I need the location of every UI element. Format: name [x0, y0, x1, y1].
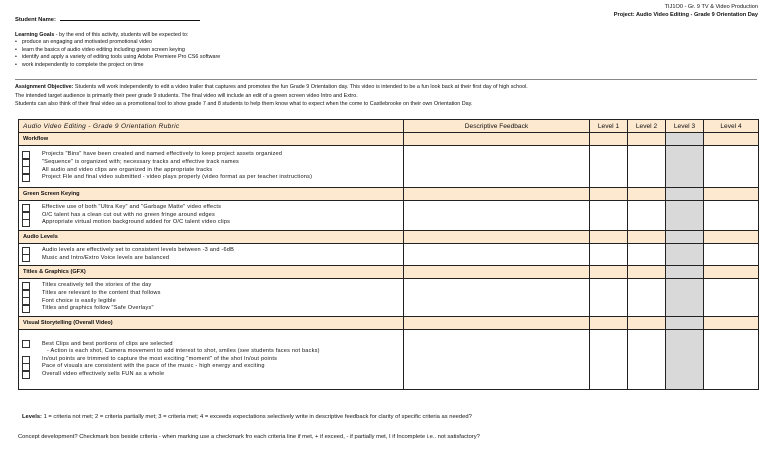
section-level-1-cell — [590, 317, 628, 330]
objective-line-3: Students can also think of their final video as a promotional tool to show grade 7 and 8 students to help them know what to expect when the come to Castlebrooke on their own Orientation Day. — [15, 101, 473, 108]
objective-title: Assignment Objective: — [15, 84, 74, 90]
criterion-text: Overall video effectively sells FUN as a whole — [42, 370, 165, 377]
level-1-cell[interactable] — [590, 201, 628, 231]
criterion-text: Appropriate virtual motion background added for O/C talent video clips — [42, 219, 231, 226]
level-2-cell[interactable] — [628, 146, 666, 188]
rubric-header-row — [19, 120, 759, 133]
level-3-cell[interactable] — [666, 201, 704, 231]
divider — [15, 79, 757, 80]
section-level-1-cell — [590, 231, 628, 244]
learning-goals-list — [15, 39, 220, 69]
section-level-4-cell — [704, 231, 759, 244]
objective-line-1: Students will work independently to edit a video trailer that captures and promotes the fun Grade 9 Orientation day. This video is intended to be a fun look back at their first day of high school. — [73, 84, 528, 90]
criterion-line — [19, 282, 403, 290]
section-title: Visual Storytelling (Overall Video) — [19, 317, 404, 330]
rubric-section-header — [19, 231, 759, 244]
project-title: Project: Audio Video Editing - Grade 9 Orientation Day — [613, 12, 758, 18]
rubric-criteria-row — [19, 330, 759, 390]
section-level-4-cell — [704, 133, 759, 146]
section-level-2-cell — [628, 317, 666, 330]
descriptive-feedback-cell[interactable] — [404, 146, 590, 188]
section-level-4-cell — [704, 266, 759, 279]
criterion-line — [19, 356, 403, 364]
descriptive-feedback-cell[interactable] — [404, 330, 590, 390]
concept-note: Concept development? Checkmark box beside criteria - when marking use a checkmark fro each criteria line if met, + if exceed, - if partially met, I if Incomplete i.e.. not satisfactory? — [18, 434, 480, 440]
criterion-text: Project File and final video submitted - video plays properly (video format as per teacher instructions) — [42, 174, 313, 181]
section-title: Workflow — [19, 133, 404, 146]
section-level-2-cell — [628, 266, 666, 279]
level-2-cell[interactable] — [628, 244, 666, 266]
rubric-criteria-row — [19, 146, 759, 188]
levels-note-text: 1 = criteria not met; 2 = criteria partially met; 3 = criteria met; 4 = exceeds expectations selectively write in descriptive feedback for clarity of specific criteria as needed? — [41, 414, 472, 420]
level-4-cell[interactable] — [704, 201, 759, 231]
rubric-table — [18, 119, 759, 390]
learning-goals-intro: - by the end of this activity, students will be expected to: — [54, 32, 189, 38]
criterion-line — [19, 298, 403, 306]
col-level-2: Level 2 — [628, 120, 666, 133]
level-1-cell[interactable] — [590, 330, 628, 390]
criteria-cell — [19, 201, 404, 231]
criterion-text: Audio levels are effectively set to consistent levels between -3 and -6dB — [42, 246, 235, 253]
criterion-line — [19, 212, 403, 220]
col-descriptive-feedback: Descriptive Feedback — [404, 120, 590, 133]
section-feedback-cell — [404, 231, 590, 244]
criterion-line — [19, 341, 403, 349]
criterion-text: "Sequence" is organized with; necessary tracks and effective track names — [42, 158, 240, 165]
section-level-3-cell — [666, 231, 704, 244]
criterion-text: Best Clips and best portions of clips are selected — [42, 340, 173, 347]
criterion-text: In/out points are trimmed to capture the most exciting "moment" of the shot In/out points — [42, 355, 278, 362]
criterion-checkbox[interactable] — [22, 371, 30, 379]
levels-note — [22, 414, 472, 420]
section-level-3-cell — [666, 133, 704, 146]
level-2-cell[interactable] — [628, 330, 666, 390]
level-1-cell[interactable] — [590, 146, 628, 188]
section-title: Audio Levels — [19, 231, 404, 244]
criterion-text: - Action is each shot, Camera movement to add interest to shot, smiles (see students faces not backs) — [40, 348, 320, 355]
level-3-cell[interactable] — [666, 279, 704, 317]
section-feedback-cell — [404, 188, 590, 201]
criterion-line — [19, 174, 403, 182]
rubric-section-header — [19, 133, 759, 146]
criterion-text: O/C talent has a clean cut out with no green fringe around edges — [42, 211, 215, 218]
criterion-text: Projects "Bins" have been created and named effectively to keep project assets organized — [42, 151, 283, 158]
criterion-line — [19, 159, 403, 167]
criteria-cell — [19, 330, 404, 390]
level-4-cell[interactable] — [704, 279, 759, 317]
criterion-text: Titles creatively tell the stories of the day — [42, 282, 152, 289]
criterion-line — [19, 371, 403, 379]
criterion-line — [19, 255, 403, 263]
criterion-text: Titles are relevant to the content that follows — [42, 289, 161, 296]
level-3-cell[interactable] — [666, 146, 704, 188]
assignment-objective — [15, 83, 755, 109]
criteria-cell — [19, 146, 404, 188]
section-level-4-cell — [704, 317, 759, 330]
level-4-cell[interactable] — [704, 244, 759, 266]
student-name-label: Student Name: — [15, 17, 56, 23]
section-level-2-cell — [628, 188, 666, 201]
criterion-line — [19, 219, 403, 227]
section-feedback-cell — [404, 317, 590, 330]
level-2-cell[interactable] — [628, 201, 666, 231]
level-3-cell[interactable] — [666, 244, 704, 266]
rubric-criteria-row — [19, 244, 759, 266]
rubric-section-header — [19, 317, 759, 330]
descriptive-feedback-cell[interactable] — [404, 201, 590, 231]
section-feedback-cell — [404, 133, 590, 146]
section-level-1-cell — [590, 188, 628, 201]
level-2-cell[interactable] — [628, 279, 666, 317]
rubric-criteria-row — [19, 279, 759, 317]
criterion-line — [19, 363, 403, 371]
objective-line-2: The intended target audience is primarily their peer grade 9 students. The final video will include an edit of a green screen video Intro and Extro. — [15, 92, 358, 99]
learning-goal-item: • produce an engaging and motivated promotional video — [15, 39, 220, 46]
criterion-line — [19, 305, 403, 313]
rubric-section-header — [19, 188, 759, 201]
section-level-3-cell — [666, 317, 704, 330]
criterion-text: All audio and video clips are organized in the appropriate tracks — [42, 166, 213, 173]
criterion-text: Font choice is easily legible — [42, 297, 116, 304]
learning-goal-item: • learn the basics of audio video editing including green screen keying — [15, 47, 220, 54]
criterion-text: Titles and graphics follow "Safe Overlays" — [42, 305, 154, 312]
criterion-line — [19, 247, 403, 255]
level-1-cell[interactable] — [590, 279, 628, 317]
level-3-cell[interactable] — [666, 330, 704, 390]
criterion-line — [19, 167, 403, 175]
criterion-line — [19, 290, 403, 298]
criterion-line — [19, 151, 403, 159]
section-title: Green Screen Keying — [19, 188, 404, 201]
level-4-cell[interactable] — [704, 146, 759, 188]
level-4-cell[interactable] — [704, 330, 759, 390]
criterion-text: Pace of visuals are consistent with the pace of the music - high energy and exciting — [42, 363, 265, 370]
page-header — [614, 3, 758, 19]
criterion-checkbox[interactable] — [22, 174, 30, 182]
criterion-checkbox[interactable] — [22, 254, 30, 262]
criterion-text: Effective use of both "Ultra Key" and "Garbage Matte" video effects — [42, 204, 222, 211]
criterion-line — [19, 348, 403, 356]
col-level-4: Level 4 — [704, 120, 759, 133]
col-level-3: Level 3 — [666, 120, 704, 133]
section-level-2-cell — [628, 133, 666, 146]
learning-goals-title: Learning Goals — [15, 32, 55, 38]
levels-note-label: Levels: — [22, 414, 42, 420]
criterion-checkbox[interactable] — [22, 305, 30, 313]
section-feedback-cell — [404, 266, 590, 279]
rubric-title: Audio Video Editing - Grade 9 Orientation Rubric — [19, 120, 404, 133]
section-level-3-cell — [666, 266, 704, 279]
col-level-1: Level 1 — [590, 120, 628, 133]
criteria-cell — [19, 279, 404, 317]
rubric-section-header — [19, 266, 759, 279]
section-title: Titles & Graphics (GFX) — [19, 266, 404, 279]
criterion-checkbox[interactable] — [22, 219, 30, 227]
rubric-criteria-row — [19, 201, 759, 231]
criterion-checkbox[interactable] — [22, 340, 30, 348]
learning-goal-item: • identify and apply a variety of editing tools using Adobe Premiere Pro CS6 software — [15, 54, 220, 61]
descriptive-feedback-cell[interactable] — [404, 244, 590, 266]
section-level-3-cell — [666, 188, 704, 201]
section-level-4-cell — [704, 188, 759, 201]
level-1-cell[interactable] — [590, 244, 628, 266]
learning-goals — [15, 32, 220, 69]
descriptive-feedback-cell[interactable] — [404, 279, 590, 317]
criterion-text: Music and Intro/Extro Voice levels are balanced — [42, 254, 170, 261]
student-name-field[interactable] — [15, 17, 200, 23]
section-level-1-cell — [590, 266, 628, 279]
criterion-line — [19, 204, 403, 212]
learning-goal-item: • work independently to complete the project on time — [15, 62, 220, 69]
criterion-indent — [22, 349, 28, 355]
student-name-line[interactable] — [60, 20, 200, 21]
course-code: TIJ1O0 - Gr. 9 TV & Video Production — [664, 4, 758, 10]
section-level-2-cell — [628, 231, 666, 244]
criteria-cell — [19, 244, 404, 266]
section-level-1-cell — [590, 133, 628, 146]
